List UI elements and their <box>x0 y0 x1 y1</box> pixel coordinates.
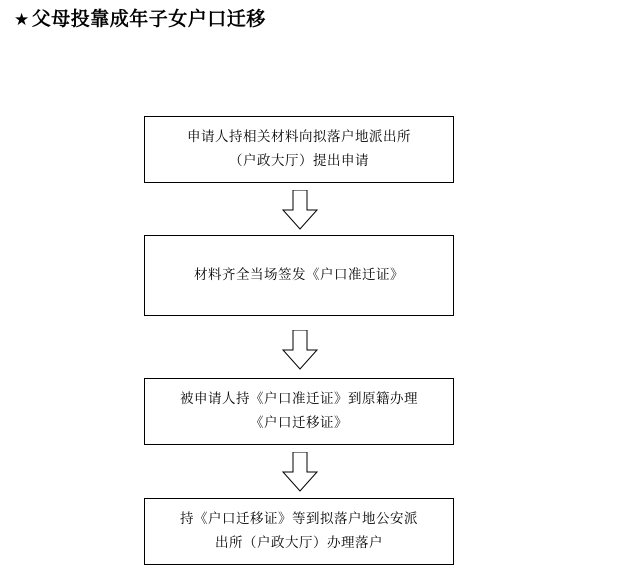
down-arrow-icon <box>280 330 320 370</box>
flow-node-line: （户政大厅）提出申请 <box>229 152 369 169</box>
flow-node-step-3 <box>144 378 454 445</box>
down-arrow-icon <box>280 190 320 230</box>
flow-node-step-1 <box>144 116 454 183</box>
flow-node-line: 材料齐全当场签发《户口准迁证》 <box>194 266 404 283</box>
flow-node-line: 被申请人持《户口准迁证》到原籍办理 <box>180 390 418 407</box>
flow-node-line: 出所（户政大厅）办理落户 <box>215 534 383 551</box>
star-icon: ★ <box>14 10 30 30</box>
flow-node-line: 申请人持相关材料向拟落户地派出所 <box>187 128 411 145</box>
flow-node-step-2 <box>144 235 454 316</box>
flow-node-line: 持《户口迁移证》等到拟落户地公安派 <box>180 510 418 527</box>
page-title-text: 父母投靠成年子女户口迁移 <box>31 8 266 30</box>
flow-node-line: 《户口迁移证》 <box>250 414 348 431</box>
flow-node-step-4 <box>144 498 454 565</box>
down-arrow-icon <box>280 452 320 492</box>
